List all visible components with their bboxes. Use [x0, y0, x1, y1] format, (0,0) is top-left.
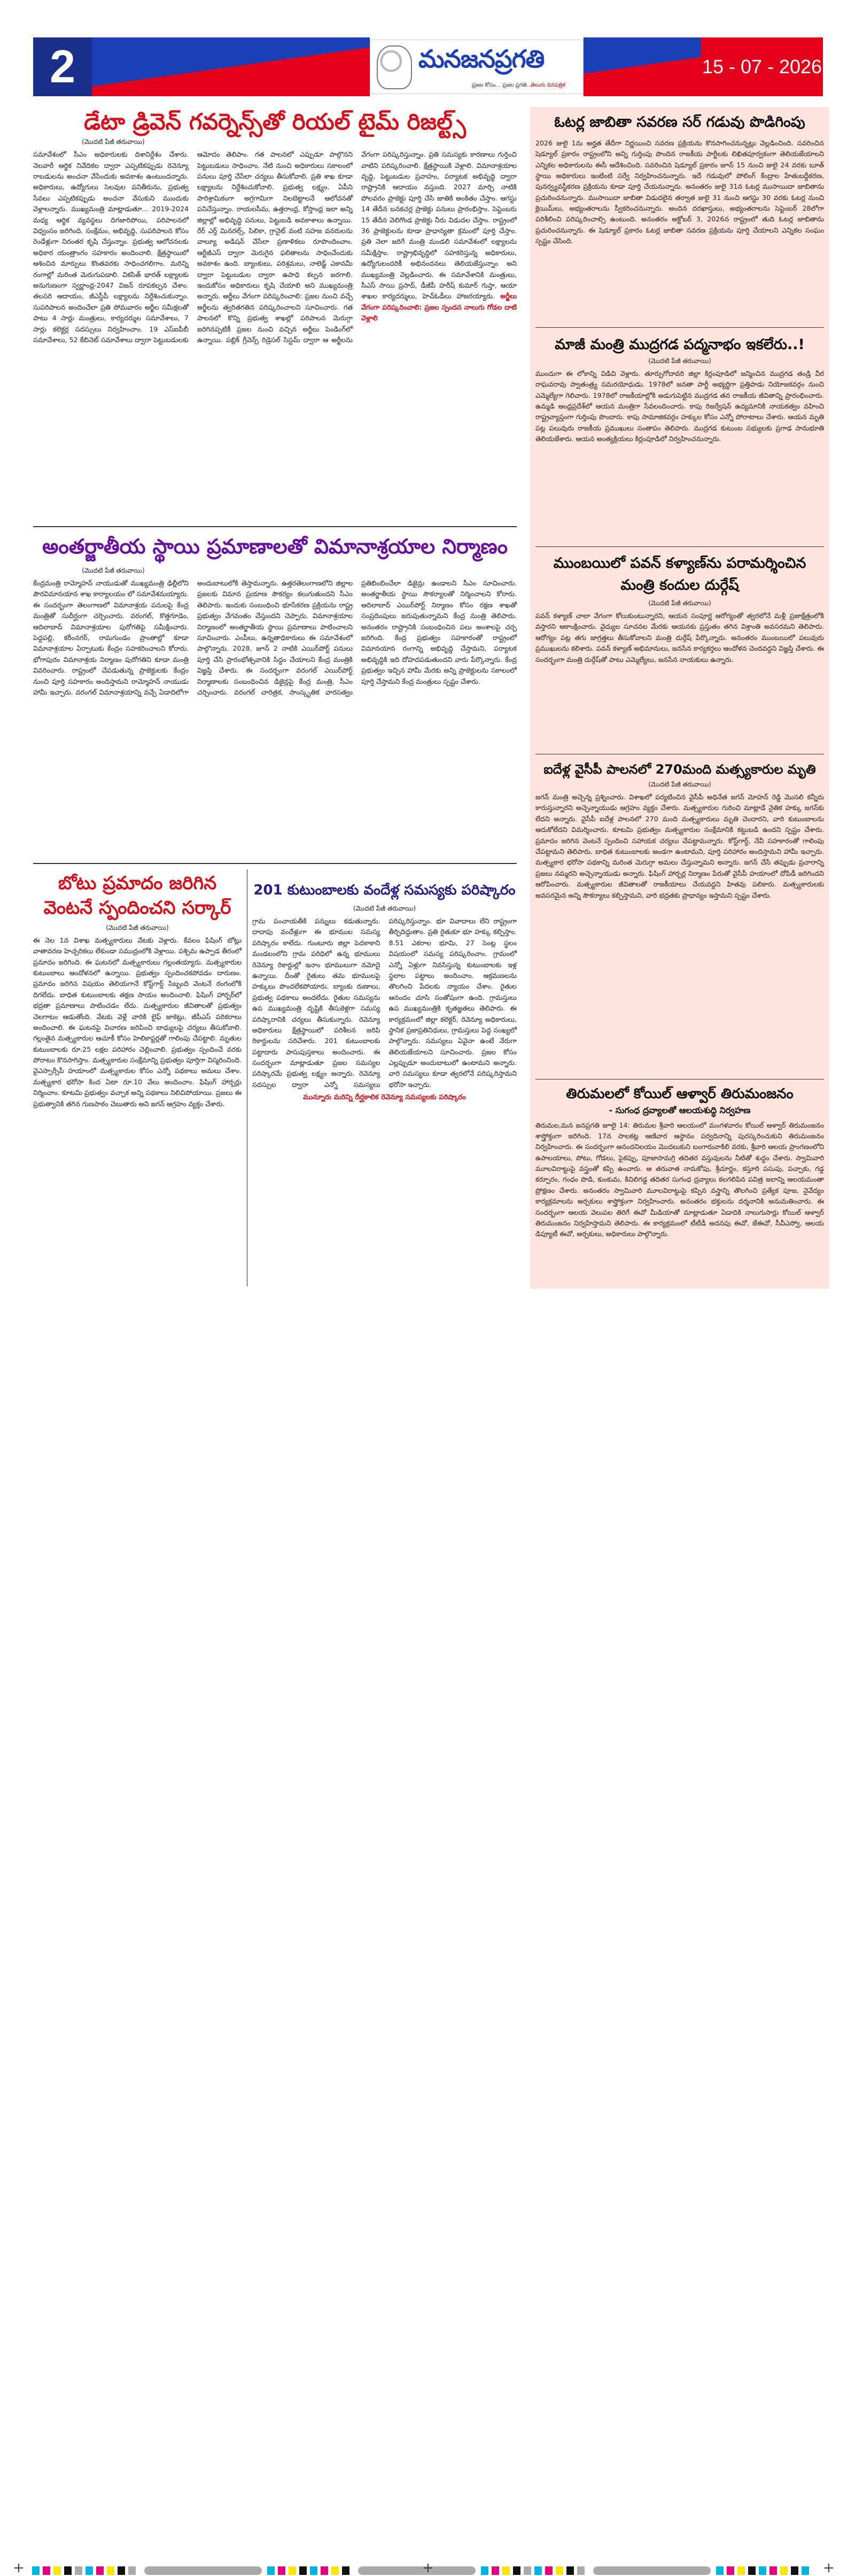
article-body: తిరుమల,మన జనప్రగతి జూలై 14: తిరుమల శ్రీవారి ఆలయంలో మంగళవారం కోయిల్ ఆళ్వార్ తిరుమంజనం శాస్త్రోక్తంగా జరిగింది. 17న సాలకట్ల ఆణివార ఆస్థానం పర్వదినాన్ని పురస్కరించుకుని తిరుమంజనం నిర్వహించారు. ఈ సందర్భంగా ఆనందనిలయం మొదలుకుని బంగారువాకిలి వరకు, శ్రీవారి ఆలయ ప్రాంగణంలోని ఉపాలయాలు, పోటు, గోడలు, పైకప్పు, పూజాసామగ్రి తదితర వస్తువులను నీటితో శుద్ధం చేశారు. స్వామివారి మూలవిరాట్టుపై వస్త్రంతో కప్పి ఉంచారు. ఆ తరువాత నామకోపు, శ్రీచూర్ణం, కస్తూరి పసుపు, పచ్చాకు, గడ్డ కర్పూరం, గంధం పొడి, కుంకుమ, కిచిలిగడ్డ తదితర సుగంధ ద్రవ్యాలు కలగలిపిన పవిత్ర జలాన్ని ఆలయమంతా ప్రోక్షణం చేశారు. అనంతరం స్వామివారి మూలవిరాట్టుపై కప్పిన వస్త్రాన్ని తొలగించి ప్రత్యేక పూజ, నైవేద్యం కార్యక్రమాలను అర్చకులు శాస్త్రోక్తంగా నిర్వహించారు. అనంతరం భక్తులను దర్శనానికి అనుమతించారు. ఈ సందర్భంగా ఆలయ వెలుపల తిరిగే ఈవో మీడియాతో మాట్లాడుతూ ఏడాదికి నాలుగుసార్లు కోయిల్ ఆళ్వార్ తిరుమంజనం నిర్వహిస్తామని తెలిపారు. ఈ కార్యక్రమంలో టీటీడీ అదనపు ఈవో, జేఈవో, సీవీఎస్వో, ఆలయ డిప్యూటీ ఈవో, అర్చకులు, అధికారులు పాల్గొన్నారు. [535, 1121, 824, 1238]
divider [535, 546, 824, 547]
article-body: సమావేశంలో సీఎం అధికారులకు దిశానిర్దేశం చేశారు. నెలవారీ ఆర్థిక నివేదికల ద్వారా ఎప్పటికప్పుడు రెవెన్యూ రాబడులను అంచనా వేసేందుకు అవకాశం ఉంటుందన్నారు. అధికారులు, ఉద్యోగులు సెలవుల పనితీరును, ప్రభుత్వ సేవలు ఎప్పటికప్పుడు అంచనా వేసుకుని ముందుకు వెళ్లాలన్నారు. ముఖ్యమంత్రి మాట్లాడుతూ... 2019-2024 మధ్య ఆర్థిక వ్యవస్థలు దిగజారిపోయి, పరిపాలనలో విధ్వంసం జరిగింది. సంక్షేమం, అభివృద్ధి, సుపరిపాలన కోసం రెండేళ్లుగా నిరంతర కృషి చేస్తున్నాం. ప్రభుత్వ ఆలోచనలకు అధికార యంత్రాంగం సహకారం అందించాలి. క్షేత్రస్థాయిలో ఆశించిన మార్పులు కొంతవరకు సాధించగలిగాం. మరిన్ని రంగాల్లో మరింత మెరుగుపడాలి. వికసిత్ భారత్ లక్ష్యాలకు అనుగుణంగా స్వర్ణాంధ్ర-2047 విజన్ రూపకల్పన చేశాం. తలసరి ఆదాయం, జీఎస్డీపీ లక్ష్యాలను నిర్దేశించుకున్నాం. సుపరిపాలన అందించేలా ప్రతి సోమవారం అర్జీల సమీక్షలతో పాటు 4 సార్లు మంత్రులు, కార్యదర్శుల సమావేశాలు, 7 సార్లు కలెక్టర్ల సదస్సులు నిర్వహించాం. 19 ఎస్ఐపీబీ సమావేశాలు, 52 కేబినెట్ సమావేశాలు ద్వారా పెట్టుబడులకు ఆమోదం తెలిపాం. గత పాలనలో ఎప్పుడూ పాల్గొనని పెట్టుబడులు సాధించాం. నేటి నుంచి అధికారులు సకాలంలో పనులు పూర్తి చేసేలా చర్యలు తీసుకోవాలి. ప్రతి శాఖ కూడా లక్ష్యాలను నిర్దేశించుకోవాలి. ప్రభుత్వ లక్ష్యం. ఏపీని పారిశ్రామికంగా అగ్రగామిగా నిలబెట్టాలనే ఆలోచనతో పనిచేస్తున్నాం. రాయలసీమ, ఉత్తరాంధ్ర, కోస్తాంధ్ర ఇలా అన్ని జిల్లాల్లో అభివృద్ధి పనులు, పెట్టుబడి అవకాశాలు ఉన్నాయి. రేర్ ఎర్త్ మినరల్స్, సిలికా, గ్రానైట్ వంటి సహజ వనరులను వాల్యూ అడిషన్ చేసేలా ప్రణాళికలు రూపొందించాం. ఆర్టీజీఎస్ ద్వారా మెరుగైన ఫలితాలను సాధించేందుకు అవకాశం ఉంది. బ్యాంకులు, పరిశ్రమలు, నాలెడ్జ్ ఎకానమీ ద్వారా పెట్టుబడుల ద్వారా ఉపాధి కల్పన జరగాలి. ఇందుకోసం అధికారులు కృషి చేయాలి అని ముఖ్యమంత్రి అన్నారు. అర్జీలు వేగంగా పరిష్కరించాలి: ప్రజల నుంచి వచ్చే అర్జీలను త్వరితగతిన పరిష్కరించాలని సూచించారు. గత పాలనలో కొన్ని ప్రభుత్వ శాఖల్లో పరిపాలన మెరుగ్గా జరిగినప్పటికీ ప్రజల నుంచి వచ్చిన అర్జీలు పెండింగ్‌లో ఉన్నాయి. పబ్లిక్ గ్రీవెన్స్ రిడ్రెసల్ సిస్టమ్ ద్వారా ఆ అర్జీలను వేగంగా పరిష్కరిస్తున్నాం. ప్రతి సమస్యకు కారణాలు గుర్తించి వాటిని పరిష్కరించాలి. క్షేత్రస్థాయికి వెళ్లాలి. విమానాశ్రయాల వృద్ధి, పెట్టుబడుల ప్రవాహం, పర్యాటక అభివృద్ధి ద్వారా రాష్ట్రానికి ఆదాయం వస్తుంది. 2027 మార్చి నాటికి పోలవరం ప్రాజెక్టు పూర్తి చేసి జాతికి అంకితం చేస్తాం. ఆగస్టు 14 తేదీన బనకచర్ల ప్రాజెక్టు పనులు ప్రారంభిస్తాం. సెప్టెంబరు 15 తేదీన వెలిగొండ ప్రాజెక్టు నీరు విడుదల చేస్తాం. రాష్ట్రంలో 36 ప్రాజెక్టులను కూడా ప్రాధాన్యతా క్రమంలో పూర్తి చేస్తాం. ప్రతి నెలా జరిగే మంత్రి మండలి సమావేశంలో లక్ష్యాలను సమీక్షిస్తాం. రాష్ట్రాభివృద్ధిలో సహకరిస్తున్న అధికారులు, ఉద్యోగులందరికీ అభినందనలు తెలియజేస్తున్నాం అని ముఖ్యమంత్రి వెల్లడించారు. ఈ సమావేశానికి మంత్రులు, సీఎస్ సాయి ప్రసాద్, డీజీపీ హరీష్ కుమార్ గుప్తా, ఆయా శాఖల కార్యదర్శులు, హెచ్ఓడీలు హాజరయ్యారు. అర్జీలు వేగంగా పరిష్కరించాలి: ప్రజల స్పందన నాలుగు గోడల దాటి వెళ్లాలి [33, 150, 517, 344]
color-bar [32, 2566, 139, 2575]
article-fishermen-deaths [535, 757, 824, 1078]
registration-cross-icon: + [13, 2560, 25, 2576]
article-body: గ్రామ పంచాయతీకి పన్నులు కడుతున్నారు. దాదాపు వందేళ్లుగా ఈ భూముల సమస్య పరిష్కారం కాలేదు. గుంటూరు జిల్లా పెదకాకాని మండలంలోని గ్రామ పరిధిలో ఉన్న భూములు రెవెన్యూ రికార్డుల్లో ఇనాం భూములుగా నమోదై ఉన్నాయి. దీంతో రైతులు తమ భూములపై హక్కులు పొందలేకపోయారు. బ్యాంకు రుణాలు, ప్రభుత్వ పథకాలు అందలేదు. రైతుల సమస్యను ఉప ముఖ్యమంత్రి దృష్టికి తీసుకెళ్లగా సమస్య పరిష్కారానికి చర్యలు తీసుకున్నారు. రెవెన్యూ అధికారులు క్షేత్రస్థాయిలో పరిశీలన జరిపి రికార్డులను సరిచేశారు. 201 కుటుంబాలకు పట్టాదారు పాసుపుస్తకాలు అందించారు. ఈ సందర్భంగా మాట్లాడుతూ ప్రజల సమస్యల పరిష్కారమే ప్రభుత్వ లక్ష్యం అన్నారు. రెవెన్యూ సదస్సుల ద్వారా ఎన్నో సమస్యలు పరిష్కరిస్తున్నాం. భూ వివాదాలు లేని రాష్ట్రంగా తీర్చిదిద్దుతాం. ప్రతి రైతుకూ భూ హక్కు కల్పిస్తాం. 8.51 ఎకరాల భూమి, 27 సెంట్ల స్థలం విషయంలో సమస్య పరిష్కరించాం. గ్రామంలో ఎన్నో ఏళ్లుగా నివసిస్తున్న కుటుంబాలకు ఇళ్ల స్థలాల పట్టాలు అందించాం. ఆక్రమణలను తొలగించి పేదలకు న్యాయం చేశాం. రైతుల ఆనందం చూసి సంతోషంగా ఉంది. గ్రామస్తులు ఉప ముఖ్యమంత్రికి కృతజ్ఞతలు తెలిపారు. ఈ కార్యక్రమంలో జిల్లా కలెక్టర్, రెవెన్యూ అధికారులు, స్థానిక ప్రజాప్రతినిధులు, గ్రామస్తులు పెద్ద సంఖ్యలో పాల్గొన్నారు. సమస్యలు ఏవైనా ఉంటే నేరుగా తెలియజేయాలని సూచించారు. ప్రజల కోసం ఎల్లప్పుడూ అందుబాటులో ఉంటామని అన్నారు. వారి సమస్యలు కూడా త్వరలోనే పరిష్కరిస్తామని భరోసా ఇచ్చారు. [252, 917, 517, 1089]
article-subheading: నాలుగు గోడల దాటి వెళ్లాలి [361, 303, 517, 322]
gray-bar [358, 2566, 476, 2575]
paper-tagline-2: తెలుగు దినపత్రిక [531, 82, 566, 88]
page-number: 2 [33, 37, 92, 96]
article-body: ఈ నెల 1న విశాఖ మత్స్యకారులు వేటకు వెళ్లారు. కేవలం ఫిషింగ్ బోట్లు వాతావరణ హెచ్చరికలు లేకుండా సముద్రంలోకి వెళ్లాయి. పశ్చిమ ఉప్పాడ తీరంలో ప్రమాదం జరిగింది. ఈ ఘటనలో మత్స్యకారులు గల్లంతయ్యారు. మత్స్యకారుల కుటుంబాలు ఆందోళనలో ఉన్నాయి. ప్రభుత్వం స్పందించకపోవడం దారుణం. ప్రమాదం జరిగిన విషయం తెలియగానే కోస్ట్‌గార్డ్ సిబ్బంది వెంటనే రంగంలోకి దిగలేదు. బాధిత కుటుంబాలకు తక్షణ సాయం అందించాలి. ఫిషింగ్ హార్బర్‌లో భద్రతా ప్రమాణాలు పాటించడం లేదు. మత్స్యకారుల జీవితాలతో ప్రభుత్వం చెలగాటం ఆడుతోంది. వేటకు వెళ్లే వారికి లైఫ్ జాకెట్లు, జీపీఎస్ పరికరాలు అందించాలి. ఈ ఘటనపై విచారణ జరిపించి బాధ్యులపై చర్యలు తీసుకోవాలి. గల్లంతైన మత్స్యకారుల ఆచూకీ కోసం హెలికాప్టర్లతో గాలింపు చేపట్టాలి. మృతుల కుటుంబాలకు రూ.25 లక్షల పరిహారం చెల్లించాలి. ప్రభుత్వం స్పందించే వరకు పోరాటం కొనసాగిస్తాం. మత్స్యకారుల సంక్షేమాన్ని ప్రభుత్వం పూర్తిగా విస్మరించింది. వైఎస్సార్సీపీ హయాంలో మత్స్యకారుల కోసం ఎన్నో పథకాలు అమలు చేశాం. మత్స్యకార భరోసా కింద ఏటా రూ.10 వేలు అందించాం. ఫిషింగ్ హార్బర్లు నిర్మించాం. కూటమి ప్రభుత్వం వచ్చాక అన్ని పథకాలు నిలిచిపోయాయి. ప్రజలు ఈ ప్రభుత్వానికి తగిన గుణపాఠం చెబుతారు అని జగన్ ఆగ్రహం వ్యక్తం చేశారు. [33, 936, 242, 1108]
article-title: మాజీ మంత్రి ముద్రగడ పద్మనాభం ఇకలేరు..! [555, 336, 805, 353]
paper-tagline: ప్రజల కోసం... ప్రజల ప్రగతి... [472, 82, 532, 88]
color-bar [481, 2566, 588, 2575]
masthead-logo [370, 40, 584, 94]
divider [33, 863, 517, 864]
article-201-families [252, 866, 517, 1289]
gray-bar [593, 2566, 711, 2575]
sidebar-panel [530, 107, 829, 1289]
gray-bar [144, 2566, 262, 2575]
article-tirumala [535, 1083, 824, 1286]
byline: (మొదటి పేజీ తరువాయి) [648, 599, 711, 607]
article-body: ముందుగా ఈ లోకాన్ని విడిచి వెళ్లారు. తూర్పుగోదావరి జిల్లా కిర్లంపూడిలో జన్మించిన ముద్రగడ తండ్రి వీర రాఘవరావు స్వాతంత్ర్య సమరయోధుడు. 1978లో జనతా పార్టీ అభ్యర్థిగా ప్రత్తిపాడు నియోజకవర్గం నుంచి ఎమ్మెల్యేగా గెలిచారు. 1978లో రాజకీయాల్లోకి అడుగుపెట్టిన ముద్రగడ తన రాజకీయ జీవితాన్ని ప్రారంభించారు. ఉమ్మడి ఆంధ్రప్రదేశ్‌లో ఆయన మంత్రిగా సేవలందించారు. కాపు రిజర్వేషన్ ఉద్యమానికి నాయకత్వం వహించి రాష్ట్రవ్యాప్తంగా గుర్తింపు పొందారు. కాపు సామాజికవర్గం హక్కుల కోసం ఎన్నో పోరాటాలు చేశారు. ఆయన మృతి పట్ల పలువురు రాజకీయ ప్రముఖులు సంతాపం తెలిపారు. ముద్రగడ కుటుంబ సభ్యులకు ప్రగాఢ సానుభూతి తెలియజేశారు. ఆయన అంత్యక్రియలు కిర్లంపూడిలో నిర్వహించనున్నారు. [535, 369, 824, 443]
byline: (మొదటి పేజీ తరువాయి) [648, 357, 711, 365]
header-band-right [584, 37, 701, 96]
color-bar [716, 2566, 812, 2575]
byline: (మొదటి పేజీ తరువాయి) [353, 905, 416, 912]
page-header [33, 37, 823, 96]
header-band-left [92, 37, 370, 96]
article-title: బోటు ప్రమాదం జరిగిన వెంటనే స్పందించని సర్కార్ [43, 873, 231, 919]
article-subheading: అర్జీలు వేగంగా పరిష్కరించాలి: ప్రజల స్పందన [361, 292, 517, 311]
divider [535, 327, 824, 328]
print-registration-strip [0, 1279, 855, 2576]
article-title: డేటా డ్రివెన్ గవర్నెన్స్‌తో రియల్ టైమ్ రిజల్ట్స్ [84, 109, 466, 135]
article-title: అంతర్జాతీయ స్థాయి ప్రమాణాలతో విమానాశ్రయాల నిర్మాణం [42, 535, 508, 558]
article-pawan-kalyan [535, 550, 824, 753]
byline: (మొదటి పేజీ తరువాయి) [106, 923, 169, 931]
article-airports [33, 533, 517, 859]
article-mudragada [535, 330, 824, 544]
divider [33, 526, 517, 527]
byline: (మొదటి పేజీ తరువాయి) [82, 138, 145, 146]
article-title: ఓటర్ల జాబితా సవరణ సర్ గడువు పొడిగింపు [554, 114, 805, 130]
article-voter-list [535, 110, 824, 324]
article-body: కేంద్రమంత్రి రామ్మోహన్ నాయుడుతో ముఖ్యమంత్రి ఢిల్లీలోని పౌరవిమానయాన శాఖ కార్యాలయం లో సమావేశమయ్యారు. ఈ సందర్భంగా తెలంగాణలో విమానాశ్రయ పనులపై కేంద్ర మంత్రితో సుదీర్ఘంగా చర్చించారు. వరంగల్, కొత్తగూడెం, ఆదిలాబాద్ విమానాశ్రయాల పురోగతిపై సమీక్షించారు. పెద్దపల్లి, కరీంనగర్, రామగుండం ప్రాంతాల్లో కూడా విమానాశ్రయాల ఏర్పాటుకు కేంద్రం సహకరించాలని కోరారు. భోగాపురం విమానాశ్రయ నిర్మాణం పురోగతిని కూడా మంత్రి వివరించారు. రాష్ట్రంలో చేపడుతున్న ప్రాజెక్టులకు కేంద్రం నుంచి పూర్తి సహకారం అందిస్తామని రామ్మోహన్ నాయుడు హామీ ఇచ్చారు. వరంగల్ విమానాశ్రయాన్ని వచ్చే ఏడాదిలోగా అందుబాటులోకి తెస్తామన్నారు. ఉత్తరతెలంగాణలోని జిల్లాల ప్రజలకు విమాన ప్రయాణ సౌకర్యం కలుగుతుందని సీఎం తెలిపారు. ఇందుకు సంబంధించి భూసేకరణ ప్రక్రియను రాష్ట్ర ప్రభుత్వం వేగవంతం చేస్తుందని చెప్పారు. విమానాశ్రయాల నిర్మాణంలో అంతర్జాతీయ స్థాయి ప్రమాణాలు పాటించాలని సూచించారు. ఎంపీలు, ఉన్నతాధికారులు ఈ సమావేశంలో పాల్గొన్నారు. 2028, జూన్ 2 నాటికి ఎయిర్‌పోర్ట్ పనులు పూర్తి చేసి ప్రారంభోత్సవానికి సిద్ధం చేయాలని కేంద్ర మంత్రికి విజ్ఞప్తి చేశారు. ఈ సందర్భంగా వరంగల్ ఎయిర్‌పోర్ట్ నిర్మాణాలకు సంబంధించిన డిజైన్లపై కేంద్ర మంత్రి, సీఎం చర్చించారు. వరంగల్ చారిత్రక, సాంస్కృతిక వారసత్వం ప్రతిబింబించేలా డిజైన్లు ఉండాలని సీఎం సూచించారు. అంతర్జాతీయ స్థాయి సౌకర్యాలతో నిర్మించాలని కోరారు. ఆదిలాబాద్ ఎయిర్‌పోర్ట్ నిర్మాణం కోసం రక్షణ శాఖతో సంప్రదింపులు జరుపుతున్నామని కేంద్ర మంత్రి తెలిపారు. అనంతరం రాష్ట్రానికి సంబంధించిన పలు అంశాలపై చర్చ జరిగింది. కేంద్ర ప్రభుత్వం సహకారంతో రాష్ట్రంలో విమానయాన రంగాన్ని అభివృద్ధి చేస్తామని, పర్యాటక అభివృద్ధికి ఇది దోహదపడుతుందని వారు పేర్కొన్నారు. కేంద్ర ప్రభుత్వం ఇచ్చిన హామీ మేరకు అన్ని ప్రాజెక్టులను సకాలంలో పూర్తి చేస్తామని కేంద్ర మంత్రులు స్పష్టం చేశారు. [33, 579, 517, 696]
issue-date: 15 - 07 - 2026 [701, 37, 823, 96]
registration-cross-icon: + [422, 2560, 434, 2576]
byline: (మొదటి పేజీ తరువాయి) [82, 567, 145, 574]
article-title: ఐదేళ్ల వైసీపీ పాలనలో 270మంది మత్స్యకారుల మృతి [543, 762, 816, 777]
registration-cross-icon: + [823, 2560, 835, 2576]
article-body: జగన్ మంత్రి అచ్చెన్న ప్రశ్నించారు. విశాఖలో పర్యటించిన వైసీపీ అధినేత జగన్ మోహన్ రెడ్డి మొసలి కన్నీరు కారుస్తున్నారని అచ్చెన్నాయుడు ఆగ్రహం వ్యక్తం చేశారు. మత్స్యకారుల గురించి మాట్లాడే నైతిక హక్కు జగన్‌కు లేదని అన్నారు. వైసీపీ ఐదేళ్ల పాలనలో 270 మంది మత్స్యకారులు మృతి చెందారని, వారి కుటుంబాలను ఆదుకోలేదని విమర్శించారు. కూటమి ప్రభుత్వం మత్స్యకారుల సంక్షేమానికి కట్టుబడి ఉందని స్పష్టం చేశారు. ప్రమాదం జరిగిన వెంటనే స్పందించి సహాయక చర్యలు చేపట్టామన్నారు. కోస్ట్‌గార్డ్, నేవీ సహకారంతో గాలింపు చేపట్టామని తెలిపారు. బాధిత కుటుంబాలకు అండగా ఉంటామని, పూర్తి పరిహారం అందిస్తామని హామీ ఇచ్చారు. మత్స్యకార భరోసా పథకాన్ని మరింత మెరుగ్గా అమలు చేస్తున్నామని అన్నారు. జగన్ చేసే తప్పుడు ప్రచారాన్ని ప్రజలు నమ్మరని అచ్చెన్నాయుడు అన్నారు. ఫిషింగ్ హార్బర్ల నిర్మాణం పేరుతో వైసీపీ హయాంలో దోపిడీ జరిగిందని ఆరోపించారు. మత్స్యకారుల జీవితాలతో రాజకీయాలు చేయవద్దని హితవు పలికారు. మత్స్యకారులకు అవసరమైన అన్ని సౌకర్యాలు కల్పిస్తామని, వారి భద్రతకు ప్రాధాన్యం ఇస్తామని స్పష్టం చేశారు. [535, 793, 824, 899]
article-data-governance [33, 105, 517, 522]
founder-portrait-icon [377, 45, 412, 89]
article-subtitle: - సుగంధ ద్రవ్యాలతో ఆలయశుద్ధి నిర్వహణ [609, 1105, 751, 1115]
article-subheading: మున్నూరు మరిన్ని దీర్ఘకాలిక రెవెన్యూ సమస్యలకు పరిష్కారం [303, 1093, 466, 1102]
article-title: ముంబయిలో పవన్ కళ్యాణ్‌ను పరామర్శించిన మంత్రి కందుల దుర్గేష్ [553, 555, 806, 593]
byline: (మొదటి పేజీ తరువాయి) [648, 781, 711, 788]
article-title: తిరుమలలో కోయిల్ ఆళ్వార్ తిరుమంజనం [566, 1086, 794, 1102]
article-body: పవన్ కళ్యాణ్ చాలా వేగంగా కోలుకుంటున్నారని, ఆయన సంపూర్ణ ఆరోగ్యంతో త్వరలోనే మళ్లీ ప్రజాక్షేత్రంలోకి వస్తారని ఆకాంక్షించారు. వైద్యుల సూచనల మేరకు ఆయనకు ప్రస్తుతం తగిన విశ్రాంతి అవసరమని తెలిపారు. ఆరోగ్యం పట్ల తగు జాగ్రత్తలు తీసుకోవాలని మంత్రి దుర్గేష్ పేర్కొన్నారు. అనంతరం ముంబయిలో పలువురు ప్రముఖులను కలిశారు. పవన్ కళ్యాణ్ అభిమానులు, జనసేన కార్యకర్తలు ఆందోళన చెందవద్దని విజ్ఞప్తి చేశారు. ఈ సందర్భంగా మంత్రి దుర్గేష్‌తో పాటు ఎమ్మెల్యేలు, జనసేన నాయకులు ఉన్నారు. [535, 612, 824, 664]
article-title: 201 కుటుంబాలకు వందేళ్ల సమస్యకు పరిష్కారం [253, 882, 516, 898]
color-bar [267, 2566, 353, 2575]
paper-name: మనజనప్రగతి [418, 44, 545, 73]
article-boat-accident [33, 866, 242, 1289]
article-body: 2026 జులై 1ను అర్హత తేదీగా నిర్ణయించి సవరణ ప్రక్రియను కొనసాగించనున్నట్లు వెల్లడించింది. సవరించిన షెడ్యూల్ ప్రకారం రాష్ట్రంలోని అన్ని గుర్తింపు పొందిన రాజకీయ పార్టీలకు లిఖితపూర్వకంగా తెలియజేయాలని ఎన్నికల అధికారులను ఈసీ ఆదేశించింది. సవరించిన షెడ్యూల్ ప్రకారం జూన్ 15 నుంచి జులై 24 వరకు బూత్ స్థాయి అధికారులు ఇంటింటి సర్వే నిర్వహించనున్నారు. ఇదే గడువులో పోలింగ్ కేంద్రాల హేతుబద్ధీకరణ, పునర్వ్యవస్థీకరణ ప్రక్రియను కూడా పూర్తి చేయనున్నారు. అనంతరం జులై 31న ఓటర్ల ముసాయిదా జాబితాను ప్రచురించనున్నారు. ముసాయిదా జాబితా విడుదలైన తర్వాత జులై 31 నుంచి ఆగస్టు 30 వరకు ఓటర్ల నుంచి క్లెయిమ్‌లు, అభ్యంతరాలను స్వీకరించనున్నారు. అందిన దరఖాస్తులు, అభ్యంతరాలను సెప్టెంబర్ 28లోగా పరిశీలించి పరిష్కరించాల్సి ఉంటుంది. అనంతరం అక్టోబర్ 3, 2026న రాష్ట్రంలో తుది ఓటర్ల జాబితాను ప్రచురించనున్నారు. ఈ షెడ్యూల్ ప్రకారం ఓటర్ల జాబితా సవరణ ప్రక్రియను పూర్తి చేయాలని ఎన్నికల సంఘం స్పష్టం చేసింది. [535, 138, 824, 245]
